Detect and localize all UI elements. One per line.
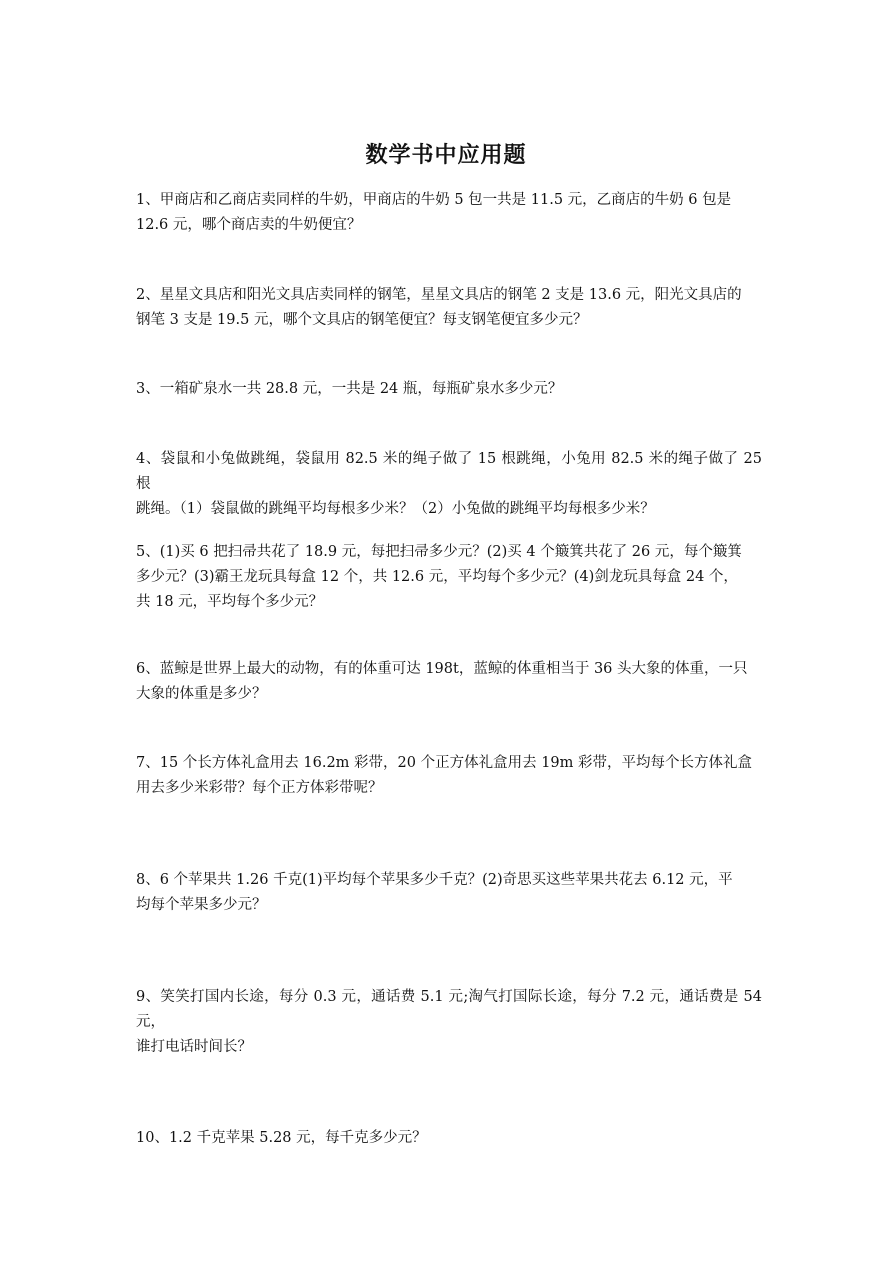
question-8 bbox=[136, 868, 762, 918]
question-line: 共 18 元，平均每个多少元？ bbox=[136, 594, 324, 610]
question-line: 多少元？(3)霸王龙玩具每盒 12 个，共 12.6 元，平均每个多少元？(4)剑龙玩具每盒 24 个， bbox=[136, 569, 738, 585]
question-4 bbox=[136, 447, 762, 522]
question-line: 12.6 元，哪个商店卖的牛奶便宜？ bbox=[136, 217, 362, 233]
question-line: 2、星星文具店和阳光文具店卖同样的钢笔，星星文具店的钢笔 2 支是 13.6 元，阳光文具店的 bbox=[136, 287, 742, 303]
question-line: 8、6 个苹果共 1.26 千克(1)平均每个苹果多少千克？(2)奇思买这些苹果共花去 6.12 元，平 bbox=[136, 872, 733, 888]
question-line: 4、袋鼠和小兔做跳绳，袋鼠用 82.5 米的绳子做了 15 根跳绳，小兔用 82.5 米的绳子做了 25 根 bbox=[136, 451, 762, 492]
document-title: 数学书中应用题 bbox=[365, 143, 527, 168]
question-line: 9、笑笑打国内长途，每分 0.3 元，通话费 5.1 元;淘气打国际长途，每分 7.2 元，通话费是 54 元， bbox=[136, 989, 762, 1030]
question-line: 大象的体重是多少？ bbox=[136, 686, 267, 702]
question-line: 1、甲商店和乙商店卖同样的牛奶，甲商店的牛奶 5 包一共是 11.5 元，乙商店的牛奶 6 包是 bbox=[136, 192, 732, 208]
question-line: 跳绳。（1）袋鼠做的跳绳平均每根多少米？（2）小兔做的跳绳平均每根多少米？ bbox=[136, 501, 655, 517]
question-line: 谁打电话时间长？ bbox=[136, 1039, 252, 1055]
question-line: 7、15 个长方体礼盒用去 16.2m 彩带，20 个正方体礼盒用去 19m 彩带，平均每个长方体礼盒 bbox=[136, 755, 753, 771]
question-line: 均每个苹果多少元？ bbox=[136, 897, 267, 913]
question-10 bbox=[136, 1126, 762, 1151]
question-3 bbox=[136, 377, 762, 402]
question-line: 10、1.2 千克苹果 5.28 元，每千克多少元？ bbox=[136, 1130, 427, 1146]
question-line: 6、蓝鲸是世界上最大的动物，有的体重可达 198t，蓝鲸的体重相当于 36 头大象的体重，一只 bbox=[136, 661, 748, 677]
question-1 bbox=[136, 188, 762, 238]
question-line: 3、一箱矿泉水一共 28.8 元，一共是 24 瓶，每瓶矿泉水多少元？ bbox=[136, 381, 563, 397]
question-5 bbox=[136, 540, 762, 615]
question-line: 5、(1)买 6 把扫帚共花了 18.9 元，每把扫帚多少元？(2)买 4 个簸箕共花了 26 元，每个簸箕 bbox=[136, 544, 742, 560]
question-line: 用去多少米彩带？每个正方体彩带呢？ bbox=[136, 780, 383, 796]
question-7 bbox=[136, 751, 762, 801]
question-2 bbox=[136, 283, 762, 333]
question-line: 钢笔 3 支是 19.5 元，哪个文具店的钢笔便宜？每支钢笔便宜多少元？ bbox=[136, 312, 588, 328]
question-9 bbox=[136, 985, 762, 1060]
question-6 bbox=[136, 657, 762, 707]
